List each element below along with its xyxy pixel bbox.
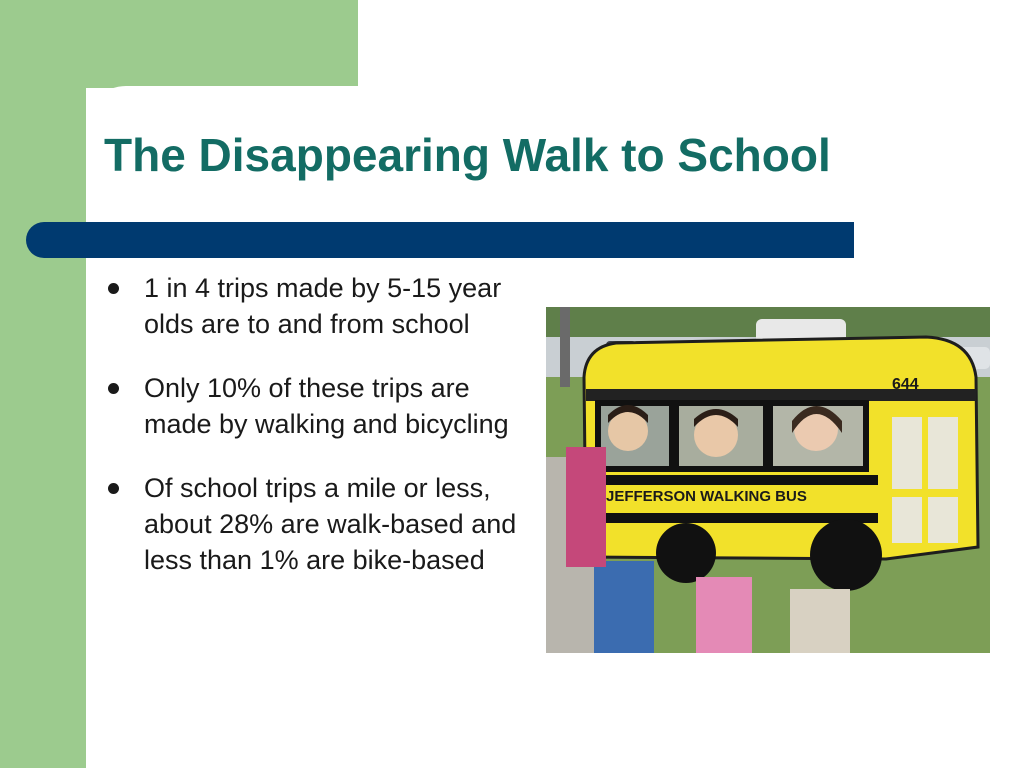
bullet-item: [104, 470, 544, 578]
bullet-list: [104, 270, 544, 606]
bullet-dot-icon: [108, 483, 119, 494]
top-green-block: [0, 0, 358, 88]
bullet-dot-icon: [108, 283, 119, 294]
bullet-item: [104, 270, 544, 342]
bullet-item: [104, 370, 544, 442]
title-divider-bar: [26, 222, 854, 258]
bullet-text: Only 10% of these trips are made by walking and bicycling: [144, 373, 509, 439]
bullet-text: Of school trips a mile or less, about 28% are walk-based and less than 1% are bike-based: [144, 473, 517, 575]
left-green-band: [0, 0, 86, 768]
bullet-dot-icon: [108, 383, 119, 394]
slide-title: The Disappearing Walk to School: [104, 129, 831, 181]
bus-sign-text: JEFFERSON WALKING BUS: [606, 488, 807, 505]
bus-number: 644: [892, 376, 919, 393]
walking-bus-photo: [546, 307, 990, 653]
bullet-text: 1 in 4 trips made by 5-15 year olds are to and from school: [144, 273, 502, 339]
